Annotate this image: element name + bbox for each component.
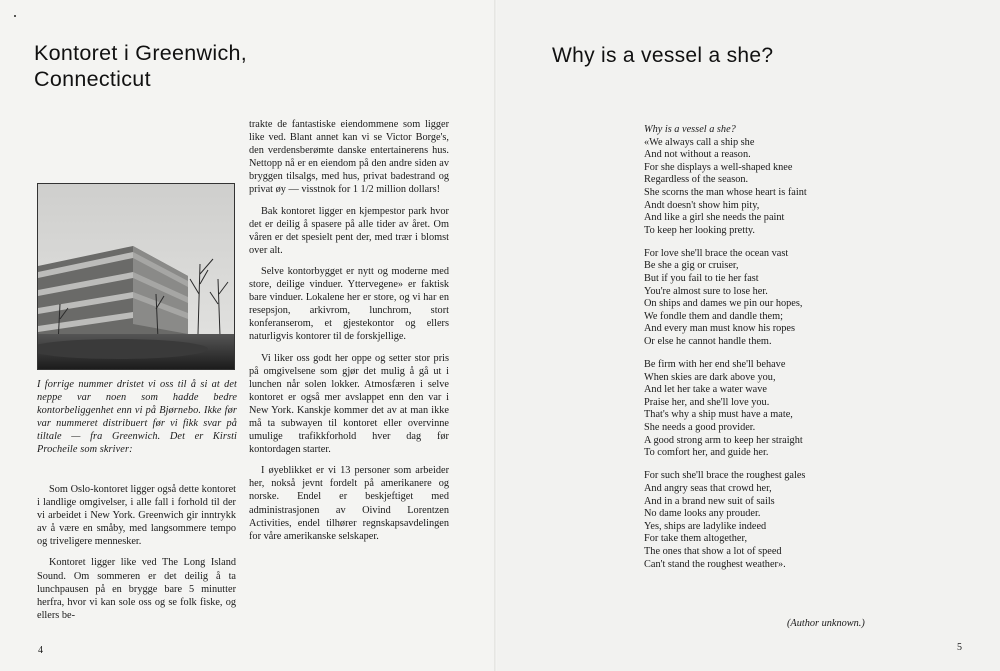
poem-line: For take them altogether,: [644, 533, 748, 545]
poem-line: For she displays a well-shaped knee: [644, 161, 793, 173]
poem-line: And angry seas that crowd her,: [644, 482, 772, 494]
paragraph: Selve kontorbygget er nytt og moderne med store, deilige vinduer. Yttervegene» er faktisk bare vinduer. Lokalene her er store, og vi har en resepsjon, arkivrom, lunchrom, stort konferanserom, et gjestekontor og ellers naturligvis kontorer til de forskjellige.: [249, 265, 449, 343]
office-building-photo: [37, 183, 235, 370]
poem-line: Be she a gig or cruiser,: [644, 260, 739, 272]
page-number-left: 4: [38, 645, 43, 656]
poem-line: For such she'll brace the roughest gales: [644, 470, 806, 482]
poem-stanza: [644, 359, 904, 460]
poem-line: Can't stand the roughest weather».: [644, 558, 786, 570]
poem-line: And like a girl she needs the paint: [644, 212, 785, 224]
right-page-title: Why is a vessel a she?: [552, 44, 774, 67]
title-line-1: Kontoret i Greenwich,: [34, 41, 248, 65]
page-number-right: 5: [957, 642, 962, 653]
poem-line: Praise her, and she'll love you.: [644, 396, 770, 408]
poem-line: To keep her looking pretty.: [644, 224, 755, 236]
poem-line: She needs a good provider.: [644, 422, 756, 434]
poem-title: Why is a vessel a she?: [644, 124, 736, 135]
title-line-2: Connecticut: [34, 67, 151, 91]
poem-line: «We always call a ship she: [644, 136, 755, 148]
paragraph: I øyeblikket er vi 13 personer som arbeider her, nokså jevnt fordelt på amerikanere og norske. Endel er beskjeftiget med administrasjonen av Oivind Lorentzen Activities, endel tilhører regnskapsavdelingen for våre amerikanske selskaper.: [249, 465, 449, 542]
poem-line: And not without a reason.: [644, 149, 751, 161]
poem-line: Andt doesn't show him pity,: [644, 199, 760, 211]
poem-line: Or else he cannot handle them.: [644, 336, 772, 347]
poem-line: To comfort her, and guide her.: [644, 447, 769, 459]
poem-line: Be firm with her end she'll behave: [644, 359, 786, 371]
poem-line: Regardless of the season.: [644, 174, 749, 186]
poem-line: On ships and dames we pin our hopes,: [644, 298, 803, 310]
poem-line: And let her take a water wave: [644, 384, 767, 396]
poem-stanza: [644, 124, 904, 237]
poem-line: And in a brand new suit of sails: [644, 495, 775, 507]
poem-line: We fondle them and dandle them;: [644, 310, 783, 322]
poem-line: You're almost sure to lose her.: [644, 285, 768, 297]
left-page-title: [34, 40, 247, 92]
poem-line: No dame looks any prouder.: [644, 508, 761, 520]
article-column-1: [37, 483, 236, 630]
paragraph: Vi liker oss godt her oppe og setter stor pris på omgivelsene som gjør det mulig å gå ut i lunchen når solen lokker. Atmosfæren i selve kontoret er også mer avslappet enn den var i New York. Kanskje kommer det av at man ikke må ta subwayen til kontoret eller overvinne umulige trafikkforhold hver dag før kontordagen starter.: [249, 352, 449, 456]
print-speck: [14, 15, 16, 17]
poem-line: Yes, ships are ladylike indeed: [644, 520, 767, 532]
left-page: [0, 0, 497, 671]
poem-line: The ones that show a lot of speed: [644, 545, 782, 557]
poem-line: And every man must know his ropes: [644, 323, 795, 335]
poem-line: But if you fail to tie her fast: [644, 273, 759, 285]
poem-author: (Author unknown.): [787, 618, 865, 629]
right-page: [497, 0, 1000, 671]
poem-line: That's why a ship must have a mate,: [644, 409, 793, 421]
photo-caption: I forrige nummer dristet vi oss til å si at det neppe var noen som hadde bedre kontorbeliggenhet enn vi på Bjørnebo. Ikke før var nummeret distribuert før vi fikk svar på tiltale — fra Greenwich. Det er Kirsti Procheile som skriver:: [37, 379, 237, 456]
poem-stanza: [644, 470, 904, 571]
poem-line: When skies are dark above you,: [644, 371, 776, 383]
poem-stanza: [644, 248, 904, 349]
paragraph: Kontoret ligger like ved The Long Island Sound. Om sommeren er det deilig å ta lunchpausen på en brygge bare 5 minutter herfra, hvor vi kan sole oss og se folk fiske, og ellers be-: [37, 557, 236, 621]
poem-line: For love she'll brace the ocean vast: [644, 247, 789, 259]
poem-line: She scorns the man whose heart is faint: [644, 186, 807, 198]
poem-line: A good strong arm to keep her straight: [644, 434, 803, 446]
poem: [644, 124, 904, 582]
article-column-2: [249, 118, 449, 551]
paragraph: Bak kontoret ligger en kjempestor park hvor det er deilig å spasere på alle tider av året. Om våren er det spesielt pent der, med trær i blomst over alt.: [249, 205, 449, 256]
paragraph: trakte de fantastiske eiendommene som ligger like ved. Blant annet kan vi se Victor Borge's, den verdensberømte danske entertainerens hus. Nettopp nå er en eiendom på den andre siden av bryggen tilsalgs, med hus, privat badestrand og privat øy — visstnok for 1 1/2 million dollars!: [249, 119, 449, 196]
paragraph: Som Oslo-kontoret ligger også dette kontoret i landlige omgivelser, i alle fall i forhold til der vi arbeidet i New York. Greenwich gir inntrykk av å være en småby, med langsommere tempo og triveligere mennesker.: [37, 484, 236, 548]
